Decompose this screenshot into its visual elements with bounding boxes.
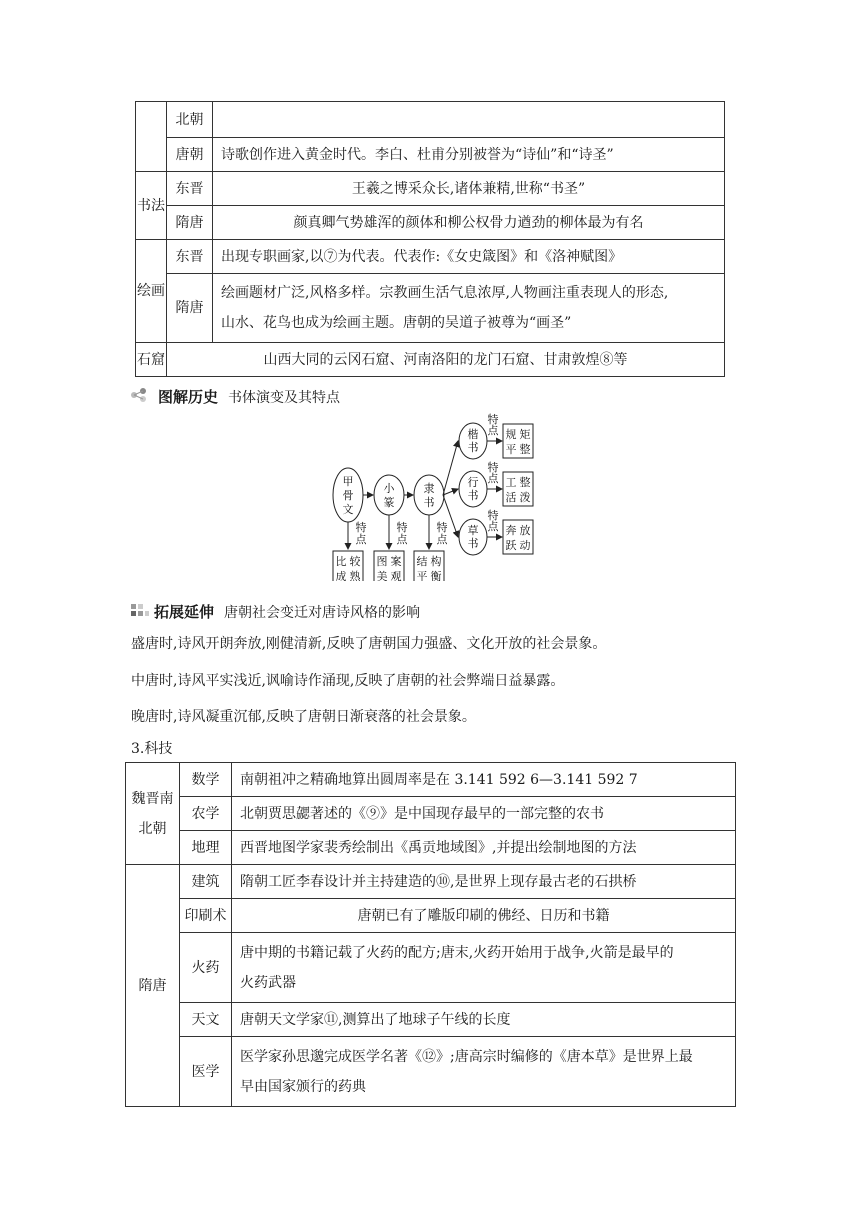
culture-table: [135, 101, 725, 377]
script-name: 书: [467, 537, 479, 550]
tech-table: [125, 762, 736, 1107]
content-cell: [232, 933, 736, 1003]
table-row: [136, 206, 725, 240]
content-cell: 山西大同的云冈石窟、河南洛阳的龙门石窟、甘肃敦煌⑧等: [167, 343, 725, 377]
extend-section-header: [130, 601, 420, 622]
paragraph-line: 晚唐时,诗风凝重沉郁,反映了唐朝日渐衰落的社会景象。: [131, 709, 476, 725]
period-cell: 隋唐: [126, 865, 180, 1107]
feature-label: 特: [487, 413, 499, 426]
feature: 整: [519, 476, 531, 489]
content-cell: 隋朝工匠李春设计并主持建造的⑩,是世界上现存最古老的石拱桥: [232, 865, 736, 899]
arrow: [443, 441, 458, 495]
paragraph-line: 盛唐时,诗风开朗奔放,刚健清新,反映了唐朝国力强盛、文化开放的社会景象。: [131, 636, 607, 652]
script-name: 小: [383, 482, 395, 495]
script-name: 甲: [342, 475, 354, 488]
feature-label: 点: [487, 520, 499, 533]
feature-label: 点: [355, 533, 367, 546]
feature: 平: [416, 570, 428, 581]
feature: 熟: [349, 570, 361, 581]
feature: 放: [519, 524, 531, 537]
era-cell: 东晋: [167, 240, 213, 274]
content-cell: 诗歌创作进入黄金时代。李白、杜甫分别被誉为“诗仙”和“诗圣”: [213, 138, 725, 172]
script-name: 草: [467, 524, 479, 537]
content-cell: 王羲之博采众长,诸体兼精,世称“书圣”: [213, 172, 725, 206]
content-cell: 南朝祖冲之精确地算出圆周率是在 3.141 592 6—3.141 592 7: [232, 763, 736, 797]
feature: 工: [505, 476, 517, 489]
script-name: 隶: [423, 482, 435, 495]
field-cell: 印刷术: [180, 899, 232, 933]
field-cell: 建筑: [180, 865, 232, 899]
table-row: [136, 138, 725, 172]
group-cell: 石窟: [136, 343, 167, 377]
section-subtitle: 书体演变及其特点: [228, 389, 341, 406]
table-row: [136, 274, 725, 343]
content-cell: 唐朝已有了雕版印刷的佛经、日历和书籍: [232, 899, 736, 933]
script-name: 书: [423, 496, 435, 509]
group-cell: [136, 102, 167, 172]
table-row: [126, 1037, 736, 1107]
paragraph-line: 中唐时,诗风平实浅近,讽喻诗作涌现,反映了唐朝的社会弊端日益暴露。: [131, 673, 565, 689]
feature: 美: [376, 570, 388, 581]
table-row: [136, 172, 725, 206]
table-row: [136, 343, 725, 377]
era-cell: 唐朝: [167, 138, 213, 172]
table-row: [126, 831, 736, 865]
table-row: [136, 240, 725, 274]
field-cell: 农学: [180, 797, 232, 831]
script-name: 楷: [467, 428, 479, 441]
feature: 比: [335, 555, 347, 568]
script-name: 行: [467, 476, 479, 489]
era-cell: 北朝: [167, 102, 213, 138]
grid-squares-icon: [130, 602, 150, 622]
feature-label: 特: [355, 521, 367, 534]
table-row: [126, 1003, 736, 1037]
tech-heading: 3.科技: [131, 741, 173, 757]
feature-label: 特: [487, 461, 499, 474]
script-ellipse: [374, 475, 404, 515]
diagram-section-header: [130, 386, 340, 407]
feature: 图: [376, 555, 388, 568]
content-cell: [213, 274, 725, 343]
feature: 矩: [519, 428, 531, 441]
feature-label: 特: [487, 509, 499, 522]
period-line: 北朝: [138, 820, 167, 837]
script-evolution-diagram: [320, 413, 540, 581]
group-cell: 书法: [136, 172, 167, 240]
feature: 较: [349, 555, 361, 568]
feature: 结: [416, 555, 428, 568]
feature: 平: [505, 443, 517, 456]
content-line: 医学家孙思邈完成医学名著《⑫》;唐高宗时编修的《唐本草》是世界上最: [240, 1048, 693, 1065]
feature: 案: [390, 555, 402, 568]
content-line: 山水、花鸟也成为绘画主题。唐朝的吴道子被尊为“画圣”: [221, 315, 572, 331]
share-icon: [130, 387, 154, 407]
feature-label: 特: [436, 521, 448, 534]
feature: 构: [430, 555, 442, 568]
content-cell: [232, 1037, 736, 1107]
feature: 跃: [505, 539, 517, 552]
script-name: 骨: [342, 489, 354, 502]
feature: 成: [335, 570, 347, 581]
feature-label: 点: [436, 533, 448, 546]
arrow: [443, 489, 458, 495]
script-ellipse: [414, 475, 444, 515]
feature-label: 点: [487, 424, 499, 437]
content-cell: 西晋地图学家裴秀绘制出《禹贡地域图》,并提出绘制地图的方法: [232, 831, 736, 865]
section-badge: 图解历史: [158, 388, 219, 406]
content-cell: 颜真卿气势雄浑的颜体和柳公权骨力遒劲的柳体最为有名: [213, 206, 725, 240]
feature-label: 点: [487, 472, 499, 485]
era-cell: 隋唐: [167, 206, 213, 240]
feature: 整: [519, 443, 531, 456]
period-line: 魏晋南: [131, 790, 174, 807]
feature-label: 点: [396, 533, 408, 546]
content-cell: 唐朝天文学家⑪,测算出了地球子午线的长度: [232, 1003, 736, 1037]
content-cell: [213, 102, 725, 138]
feature: 奔: [505, 524, 517, 537]
content-cell: 出现专职画家,以⑦为代表。代表作:《女史箴图》和《洛神赋图》: [213, 240, 725, 274]
period-cell: [126, 763, 180, 865]
script-name: 书: [467, 441, 479, 454]
era-cell: 隋唐: [167, 274, 213, 343]
feature: 泼: [519, 491, 531, 504]
field-cell: 地理: [180, 831, 232, 865]
table-row: [126, 797, 736, 831]
table-row: [126, 763, 736, 797]
table-row: [136, 102, 725, 138]
content-line: 早由国家颁行的药典: [240, 1078, 366, 1095]
field-cell: 火药: [180, 933, 232, 1003]
script-name: 篆: [383, 496, 395, 509]
feature-label: 特: [396, 521, 408, 534]
script-name: 文: [342, 503, 354, 516]
table-row: [126, 933, 736, 1003]
script-name: 书: [467, 489, 479, 502]
feature: 观: [390, 570, 402, 581]
era-cell: 东晋: [167, 172, 213, 206]
section-subtitle: 唐朝社会变迁对唐诗风格的影响: [224, 604, 421, 621]
feature: 衡: [430, 570, 442, 581]
feature: 规: [505, 428, 517, 441]
field-cell: 医学: [180, 1037, 232, 1107]
content-line: 火药武器: [240, 974, 296, 991]
section-badge: 拓展延伸: [154, 603, 215, 621]
feature: 活: [505, 491, 517, 504]
feature: 动: [519, 539, 531, 552]
table-row: [126, 865, 736, 899]
table-row: [126, 899, 736, 933]
content-cell: 北朝贾思勰著述的《⑨》是中国现存最早的一部完整的农书: [232, 797, 736, 831]
field-cell: 天文: [180, 1003, 232, 1037]
content-line: 唐中期的书籍记载了火药的配方;唐末,火药开始用于战争,火箭是最早的: [240, 944, 674, 961]
field-cell: 数学: [180, 763, 232, 797]
group-cell: 绘画: [136, 240, 167, 343]
content-line: 绘画题材广泛,风格多样。宗教画生活气息浓厚,人物画注重表现人的形态,: [221, 285, 669, 301]
